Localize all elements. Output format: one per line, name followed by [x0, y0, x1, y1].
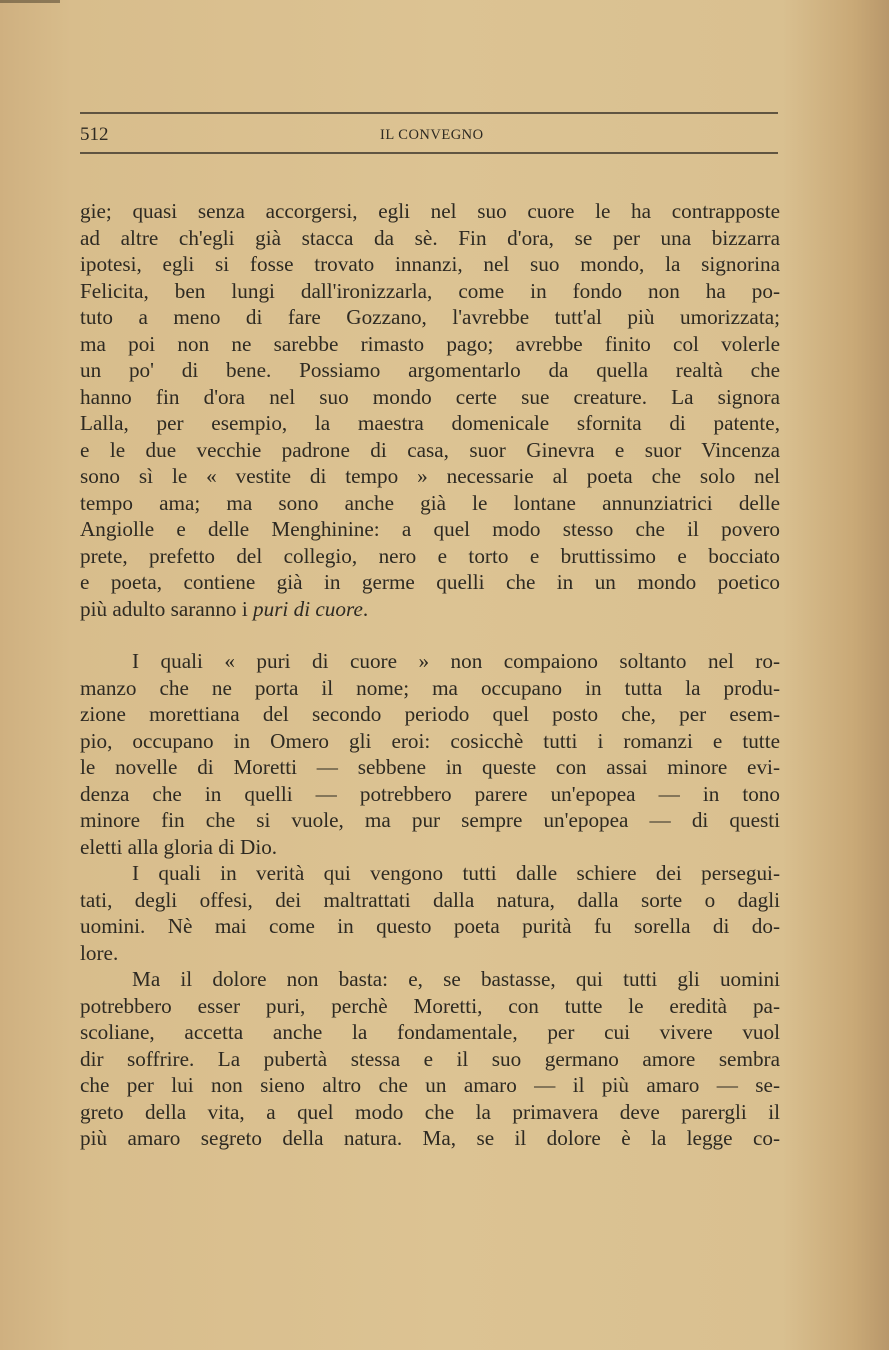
text-line: Felicita, ben lungi dall'ironizzarla, come in fondo non ha po-	[80, 278, 780, 303]
body-text	[80, 198, 780, 1152]
text-line: minore fin che si vuole, ma pur sempre un'epopea — di questi	[80, 808, 780, 832]
text-line: e le due vecchie padrone di casa, suor Ginevra e suor Vincenza	[80, 437, 780, 462]
header-row	[80, 114, 778, 152]
text-line: uomini. Nè mai come in questo poeta purità fu sorella di do-	[80, 914, 780, 938]
paragraph-3	[80, 860, 780, 966]
text-span: più adulto saranno i	[80, 596, 253, 621]
page-number: 512	[80, 124, 109, 145]
text-line: lore.	[80, 940, 119, 965]
text-line: pio, occupano in Omero gli eroi: cosicchè tutti i romanzi e tutte	[80, 728, 780, 753]
text-line: hanno fin d'ora nel suo mondo certe sue creature. La signora	[80, 384, 780, 409]
running-header	[80, 112, 778, 154]
paragraph-2	[80, 648, 780, 860]
running-title: IL CONVEGNO	[380, 127, 484, 143]
text-line: eletti alla gloria di Dio.	[80, 834, 278, 859]
italic-phrase: puri di cuore	[253, 596, 363, 621]
text-line: tuto a meno di fare Gozzano, l'avrebbe tutt'al più umorizzata;	[80, 305, 780, 329]
text-line: prete, prefetto del collegio, nero e torto e bruttissimo e bocciato	[80, 543, 780, 568]
text-line: I quali in verità qui vengono tutti dalle schiere dei persegui-	[132, 861, 780, 885]
text-line: greto della vita, a quel modo che la primavera deve parergli il	[80, 1099, 780, 1124]
text-line: scoliane, accetta anche la fondamentale, per cui vivere vuol	[80, 1020, 780, 1044]
text-line: tati, degli offesi, dei maltrattati dalla natura, dalla sorte o dagli	[80, 887, 780, 912]
text-line: ma poi non ne sarebbe rimasto pago; avrebbe finito col volerle	[80, 331, 780, 356]
text-line: ad altre ch'egli già stacca da sè. Fin d'ora, se per una bizzarra	[80, 225, 780, 250]
text-line: gie; quasi senza accorgersi, egli nel suo cuore le ha contrapposte	[80, 199, 780, 223]
text-line: che per lui non sieno altro che un amaro — il più amaro — se-	[80, 1073, 780, 1097]
text-line: Lalla, per esempio, la maestra domenicale sfornita di patente,	[80, 411, 780, 435]
text-line: zione morettiana del secondo periodo quel posto che, per esem-	[80, 702, 780, 726]
text-line: le novelle di Moretti — sebbene in queste con assai minore evi-	[80, 755, 780, 779]
text-line: un po' di bene. Possiamo argomentarlo da quella realtà che	[80, 358, 780, 382]
text-line: ipotesi, egli si fosse trovato innanzi, nel suo mondo, la signorina	[80, 252, 780, 276]
text-line: dir soffrire. La pubertà stessa e il suo germano amore sembra	[80, 1046, 780, 1071]
text-line: più amaro segreto della natura. Ma, se il dolore è la legge co-	[80, 1126, 780, 1150]
paragraph-4	[80, 966, 780, 1152]
text-line: I quali « puri di cuore » non compaiono soltanto nel ro-	[132, 649, 780, 673]
text-span: .	[362, 596, 369, 621]
text-line: manzo che ne porta il nome; ma occupano in tutta la produ-	[80, 675, 780, 700]
paragraph-gap	[80, 622, 780, 648]
text-line: Angiolle e delle Menghinine: a quel modo stesso che il povero	[80, 517, 780, 541]
text-line: e poeta, contiene già in germe quelli che in un mondo poetico	[80, 570, 780, 594]
header-bottom-rule	[80, 152, 778, 154]
text-line: potrebbero esser puri, perchè Moretti, con tutte le eredità pa-	[80, 993, 780, 1018]
page-edge-shadow	[0, 0, 60, 3]
text-line: Ma il dolore non basta: e, se bastasse, qui tutti gli uomini	[132, 967, 780, 991]
text-line: denza che in quelli — potrebbero parere un'epopea — in tono	[80, 781, 780, 806]
text-line: sono sì le « vestite di tempo » necessarie al poeta che solo nel	[80, 464, 780, 488]
text-line	[80, 596, 780, 623]
text-line: tempo ama; ma sono anche già le lontane annunziatrici delle	[80, 490, 780, 515]
paragraph-1	[80, 198, 780, 622]
